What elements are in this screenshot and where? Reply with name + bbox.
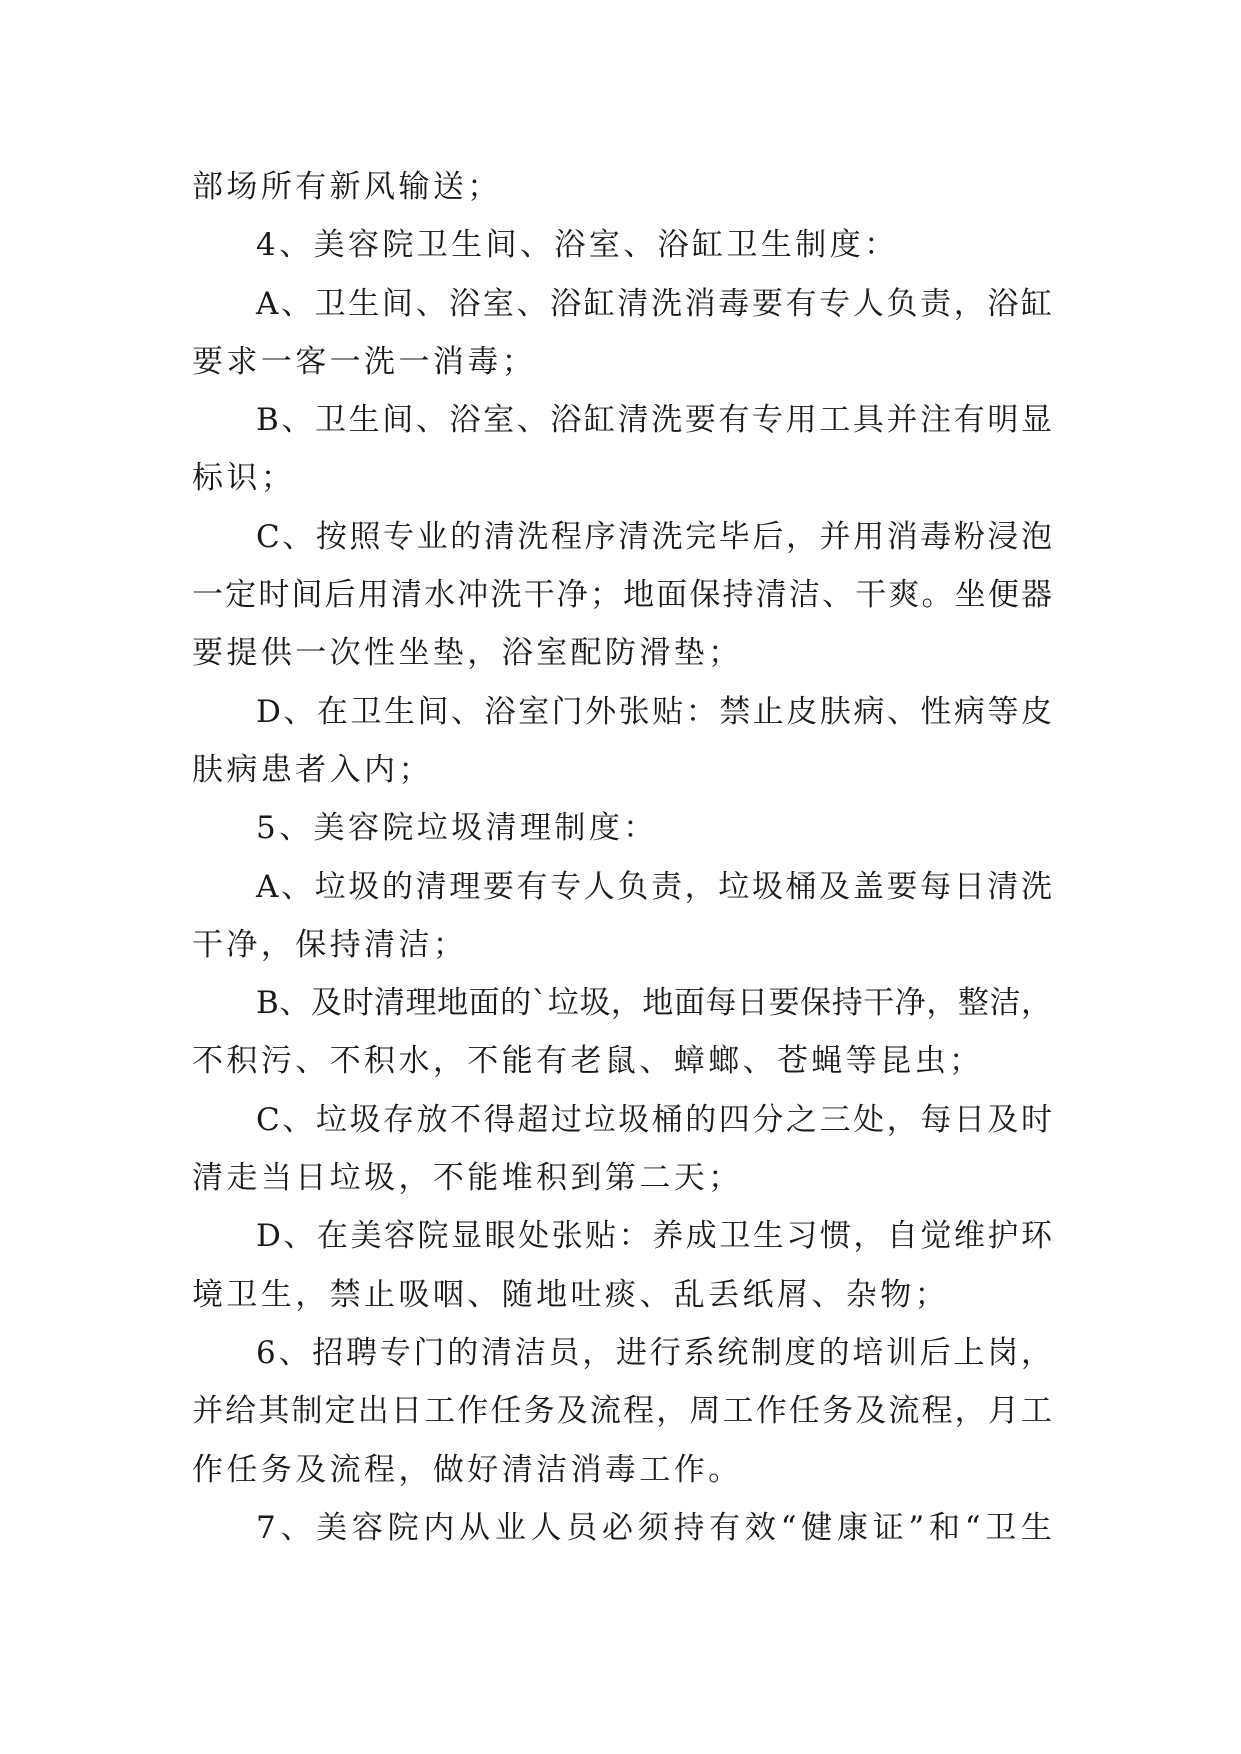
text-line: C、按照专业的清洗程序清洗完毕后，并用消毒粉浸泡 xyxy=(256,518,1052,555)
text-line: B、卫生间、浴室、浴缸清洗要有专用工具并注有明显 xyxy=(256,402,1052,439)
text-line: C、垃圾存放不得超过垃圾桶的四分之三处，每日及时 xyxy=(256,1101,1052,1138)
text-line: B、及时清理地面的`垃圾，地面每日要保持干净，整洁， xyxy=(256,985,1052,1022)
text-line: 肤病患者入内； xyxy=(192,751,433,788)
text-line: 作任务及流程，做好清洁消毒工作。 xyxy=(192,1451,743,1488)
text-line: 清走当日垃圾，不能堆积到第二天； xyxy=(192,1160,743,1197)
text-line: D、在美容院显眼处张贴：养成卫生习惯，自觉维护环 xyxy=(256,1218,1052,1255)
text-line: 不积污、不积水，不能有老鼠、蟑螂、苍蝇等昆虫； xyxy=(192,1043,984,1080)
text-line: 要提供一次性坐垫，浴室配防滑垫； xyxy=(192,635,743,672)
text-line: 境卫生，禁止吸咽、随地吐痰、乱丢纸屑、杂物； xyxy=(192,1276,950,1313)
text-line: 标识； xyxy=(192,460,296,497)
section-heading: 5、美容院垃圾清理制度： xyxy=(256,810,658,847)
text-line: 部场所有新风输送； xyxy=(192,169,502,205)
text-line: 一定时间后用清水冲洗干净；地面保持清洁、干爽。坐便器 xyxy=(192,577,1052,614)
text-line: 并给其制定出日工作任务及流程，周工作任务及流程，月工 xyxy=(192,1393,1052,1430)
text-line: 要求一客一洗一消毒； xyxy=(192,343,537,380)
text-line: D、在卫生间、浴室门外张贴：禁止皮肤病、性病等皮 xyxy=(256,693,1052,730)
section-heading: 4、美容院卫生间、浴室、浴缸卫生制度： xyxy=(256,227,899,264)
section-heading: 6、招聘专门的清洁员，进行系统制度的培训后上岗， xyxy=(256,1334,1052,1371)
section-heading: 7、美容院内从业人员必须持有效“健康证”和“卫生 xyxy=(256,1509,1052,1546)
text-line: A、垃圾的清理要有专人负责，垃圾桶及盖要每日清洗 xyxy=(256,868,1052,905)
body-text xyxy=(192,158,1052,1557)
text-line: A、卫生间、浴室、浴缸清洗消毒要有专人负责，浴缸 xyxy=(256,285,1052,322)
text-line: 干净，保持清洁； xyxy=(192,926,468,963)
